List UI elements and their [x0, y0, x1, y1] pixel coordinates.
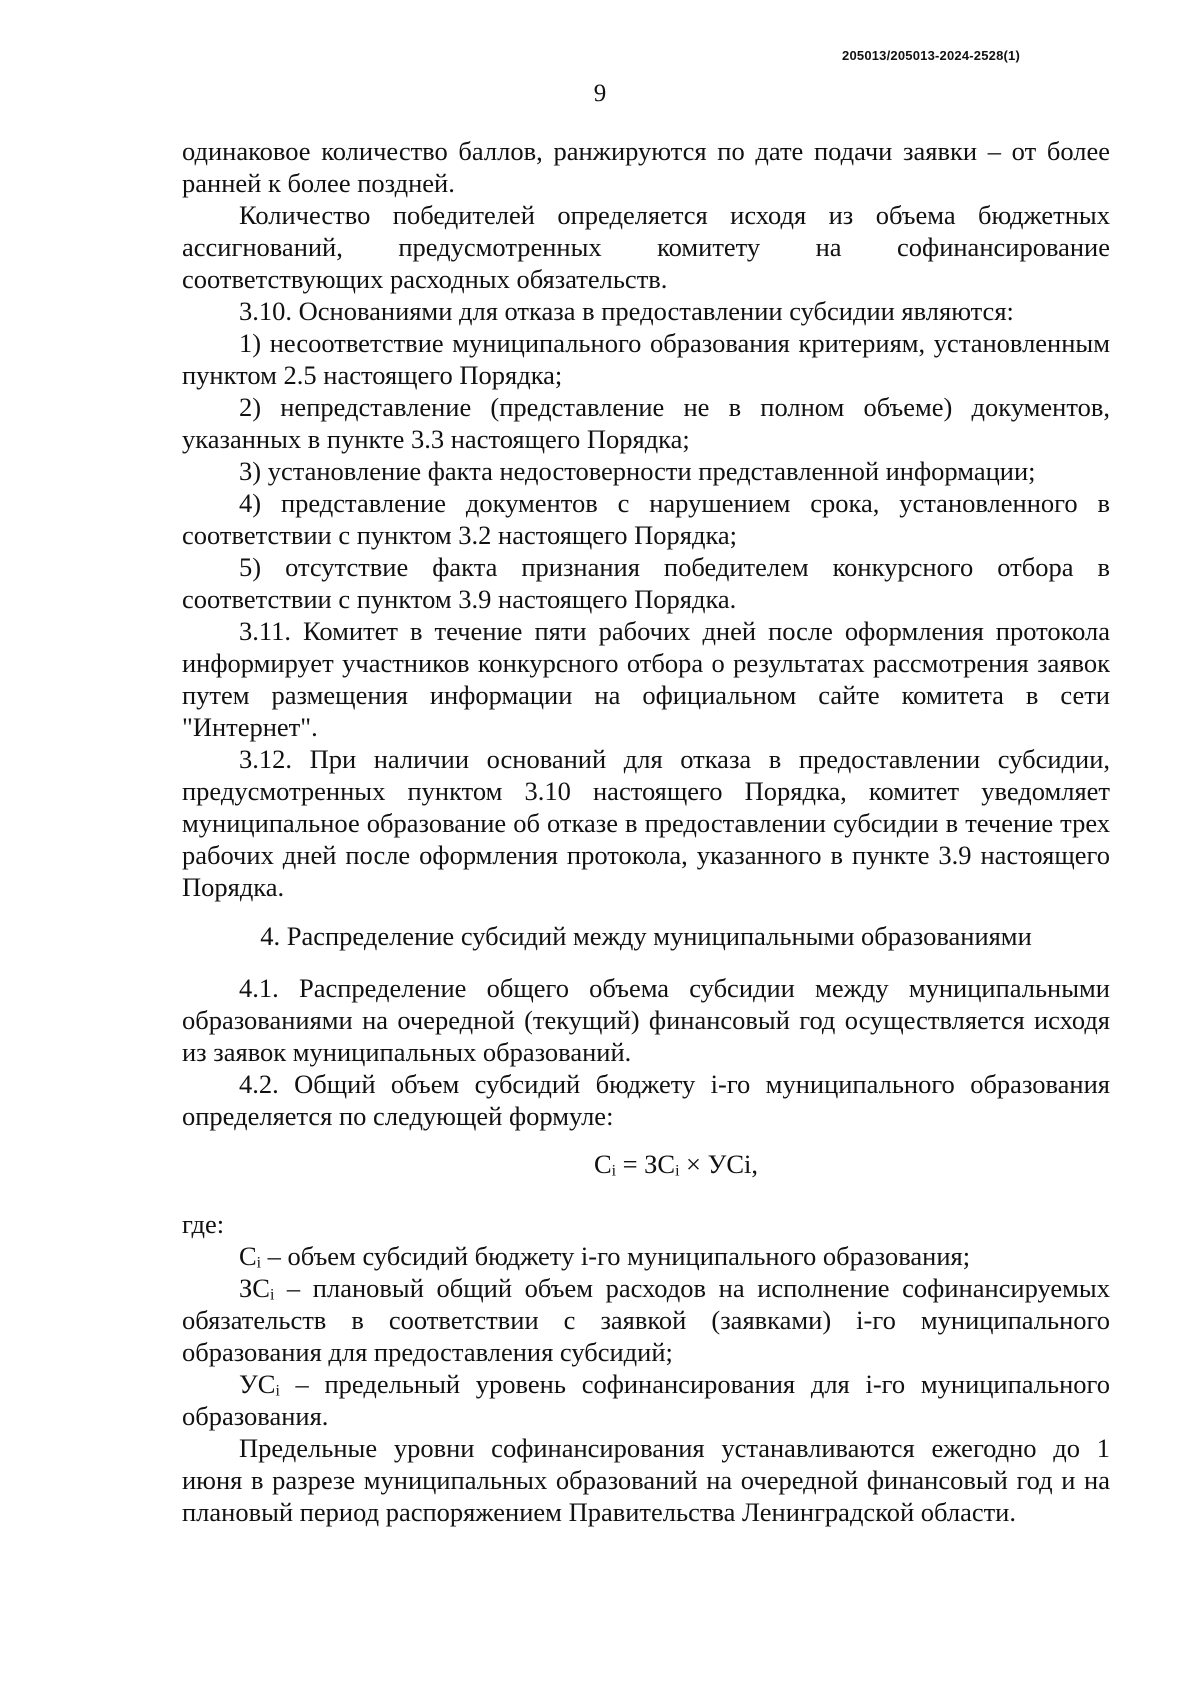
- spacer: [182, 1180, 1110, 1208]
- paragraph-3-11: 3.11. Комитет в течение пяти рабочих дней после оформления протокола информирует участников конкурсного отбора о результатах рассмотрения заявок путем размещения информации на официальном сайте комитета в сети "Интернет".: [182, 616, 1110, 742]
- definition-uci: УCᵢ – предельный уровень софинансирования для i-го муниципального образования.: [182, 1369, 1110, 1431]
- spacer: [182, 1132, 1110, 1148]
- paragraph-3-10: 3.10. Основаниями для отказа в предоставлении субсидии являются:: [239, 296, 1014, 326]
- list-item-3: 3) установление факта недостоверности представленной информации;: [239, 456, 1036, 486]
- list-item-1: 1) несоответствие муниципального образования критериям, установленным пунктом 2.5 настоящего Порядка;: [182, 328, 1110, 390]
- list-item-5: 5) отсутствие факта признания победителем конкурсного отбора в соответствии с пунктом 3.9 настоящего Порядка.: [182, 552, 1110, 614]
- section-heading: 4. Распределение субсидий между муниципальными образованиями: [260, 921, 1032, 951]
- paragraph-cofinancing-levels: Предельные уровни софинансирования устанавливаются ежегодно до 1 июня в разрезе муниципальных образований на очередной финансовый год и на плановый период распоряжением Правительства Ленинградской области.: [182, 1433, 1110, 1527]
- spacer: [182, 903, 1110, 920]
- definition-ci: Cᵢ – объем субсидий бюджету i-го муниципального образования;: [239, 1241, 971, 1271]
- paragraph-winners-count: Количество победителей определяется исходя из объема бюджетных ассигнований, предусмотренных комитету на софинансирование соответствующих расходных обязательств.: [182, 200, 1110, 294]
- document-body: [182, 135, 1110, 1528]
- list-item-4: 4) представление документов с нарушением срока, установленного в соответствии с пунктом 3.2 настоящего Порядка;: [182, 488, 1110, 550]
- where-label: где:: [182, 1209, 225, 1239]
- paragraph-4-1: 4.1. Распределение общего объема субсидии между муниципальными образованиями на очередной (текущий) финансовый год осуществляется исходя из заявок муниципальных образований.: [182, 973, 1110, 1067]
- formula: Cᵢ = ЗCᵢ × УCi,: [593, 1149, 759, 1179]
- spacer: [182, 952, 1110, 972]
- page-number: 9: [593, 80, 607, 107]
- paragraph-3-12: 3.12. При наличии оснований для отказа в предоставлении субсидии, предусмотренных пунктом 3.10 настоящего Порядка, комитет уведомляет муниципальное образование об отказе в предоставлении субсидии в течение трех рабочих дней после оформления протокола, указанного в пункте 3.9 настоящего Порядка.: [182, 744, 1110, 902]
- list-item-2: 2) непредставление (представление не в полном объеме) документов, указанных в пункте 3.3 настоящего Порядка;: [182, 392, 1110, 454]
- definition-zci: ЗCᵢ – плановый общий объем расходов на исполнение софинансируемых обязательств в соответствии с заявкой (заявками) i-го муниципального образования для предоставления субсидий;: [182, 1273, 1110, 1367]
- paragraph-4-2: 4.2. Общий объем субсидий бюджету i-го муниципального образования определяется по следующей формуле:: [182, 1069, 1110, 1131]
- paragraph-continuation: одинаковое количество баллов, ранжируются по дате подачи заявки – от более ранней к более поздней.: [182, 136, 1110, 198]
- document-registration-number: 205013/205013-2024-2528(1): [842, 48, 1020, 63]
